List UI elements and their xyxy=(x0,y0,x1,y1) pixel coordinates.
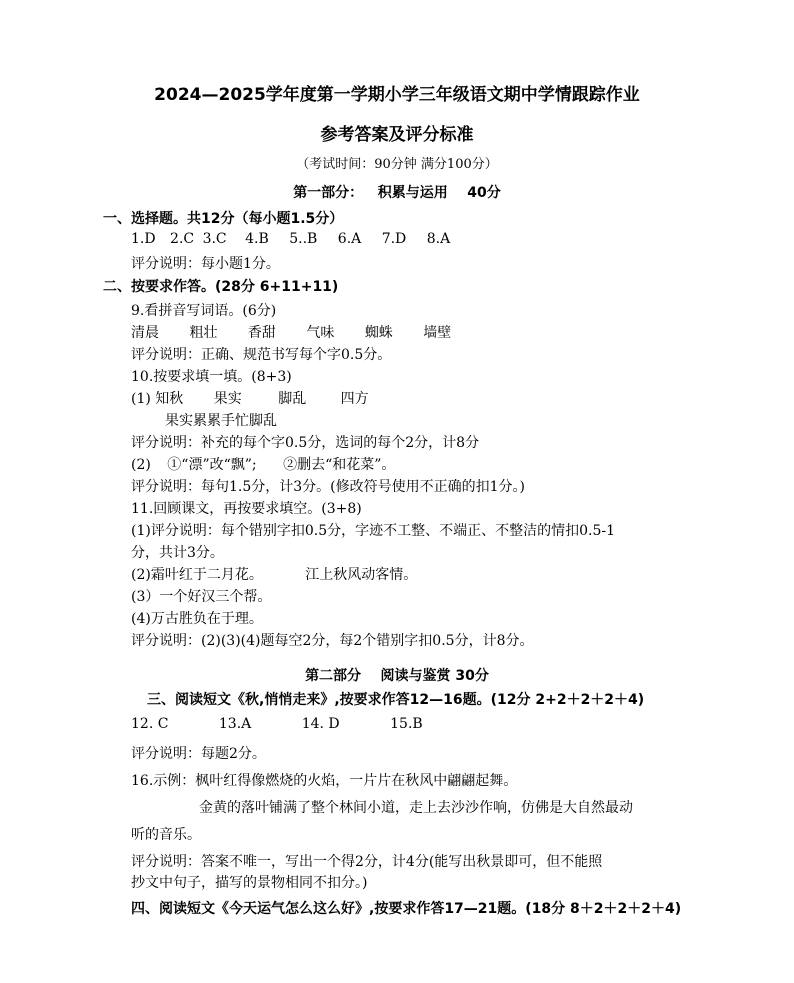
q11-4: (4)万古胜负在于理。 xyxy=(131,611,263,627)
q10-2-b: ②删去“和花菜”。 xyxy=(283,457,396,473)
q11-title: 11.回顾课文，再按要求填空。(3+8) xyxy=(131,501,362,517)
section1-answers xyxy=(131,231,450,247)
word-4: 气味 xyxy=(306,325,335,341)
answer-3: 3.C xyxy=(202,231,227,247)
word-1: 清晨 xyxy=(131,325,159,341)
word-3: 香甜 xyxy=(247,325,276,341)
q10-1-line2: 果实累累手忙脚乱 xyxy=(165,413,277,429)
q11-3: (3）一个好汉三个帮。 xyxy=(131,589,272,605)
part2-heading: 第二部分 阅读与鉴赏 30分 xyxy=(305,668,489,684)
word-5: 蜘蛛 xyxy=(364,325,393,341)
q11-2b: 江上秋风动客情。 xyxy=(305,567,418,583)
word-2: 粗壮 xyxy=(189,325,218,341)
q10-2-note: 评分说明：每句1.5分，计3分。(修改符号使用不正确的扣1分。) xyxy=(131,479,526,495)
q10-2-label: (2) xyxy=(131,457,151,473)
section1-heading: 一、选择题。共12分（每小题1.5分） xyxy=(103,211,344,227)
section1-note: 评分说明：每小题1分。 xyxy=(131,256,280,272)
document-title: 2024—2025学年度第一学期小学三年级语文期中学情跟踪作业 xyxy=(154,85,640,105)
section3-note: 评分说明：每题2分。 xyxy=(131,746,266,762)
answer-15: 15.B xyxy=(390,716,423,732)
exam-info: （考试时间：90分钟 满分100分） xyxy=(296,157,498,172)
fill-3: 脚乱 xyxy=(278,391,307,407)
q10-title: 10.按要求填一填。(8+3) xyxy=(131,369,292,385)
answer-5: 5..B xyxy=(289,231,318,247)
q9-note: 评分说明：正确、规范书写每个字0.5分。 xyxy=(131,347,392,363)
q16-note-b: 抄文中句子，描写的景物相同不扣分。) xyxy=(131,875,368,891)
answer-13: 13.A xyxy=(218,716,252,732)
section4-heading: 四、阅读短文《今天运气怎么这么好》,按要求作答17—21题。(18分 8＋2＋2＋2＋4) xyxy=(131,901,682,917)
section3-heading: 三、阅读短文《秋,悄悄走来》,按要求作答12—16题。(12分 2+2＋2＋2＋4) xyxy=(147,692,645,708)
q16-c: 听的音乐。 xyxy=(131,827,201,843)
word-6: 墙壁 xyxy=(423,325,452,341)
q11-2a: (2)霜叶红于二月花。 xyxy=(131,567,263,583)
q9-title: 9.看拼音写词语。(6分) xyxy=(131,303,277,319)
q16-b: 金黄的落叶铺满了整个林间小道，走上去沙沙作响，仿佛是大自然最动 xyxy=(199,800,633,816)
answer-12: 12. C xyxy=(131,716,169,732)
answer-2: 2.C xyxy=(170,231,195,247)
answer-6: 6.A xyxy=(337,231,362,247)
q10-1-note: 评分说明：补充的每个字0.5分，选词的每个2分，计8分 xyxy=(131,435,480,451)
section3-answers xyxy=(131,716,423,732)
part1-heading: 第一部分： 积累与运用 40分 xyxy=(293,185,501,201)
fill-2: 果实 xyxy=(213,391,242,407)
q9-words xyxy=(131,322,451,342)
fill-1: 知秋 xyxy=(155,391,184,407)
q10-1-words xyxy=(131,388,369,408)
q11-1b: 分，共计3分。 xyxy=(131,545,224,561)
answer-1: 1.D xyxy=(131,231,156,247)
answer-4: 4.B xyxy=(245,231,269,247)
answer-8: 8.A xyxy=(426,231,451,247)
fill-4: 四方 xyxy=(340,391,369,407)
q16-a: 16.示例：枫叶红得像燃烧的火焰，一片片在秋风中翩翩起舞。 xyxy=(131,773,518,789)
q10-2 xyxy=(131,454,395,474)
q11-2 xyxy=(131,564,417,584)
q10-2-a: ①“漂”改“飘”; xyxy=(167,457,257,473)
q16-note-a: 评分说明：答案不唯一，写出一个得2分，计4分(能写出秋景即可，但不能照 xyxy=(131,854,603,870)
section2-heading: 二、按要求作答。(28分 6+11+11) xyxy=(103,279,339,295)
answer-7: 7.D xyxy=(381,231,407,247)
answer-14: 14. D xyxy=(301,716,340,732)
q10-1-label: (1) xyxy=(131,391,151,407)
document-subtitle: 参考答案及评分标准 xyxy=(320,125,474,145)
q11-note: 评分说明：(2)(3)(4)题每空2分，每2个错别字扣0.5分，计8分。 xyxy=(131,633,534,649)
q11-1a: (1)评分说明：每个错别字扣0.5分，字迹不工整、不端正、不整洁的情扣0.5-1 xyxy=(131,523,615,539)
